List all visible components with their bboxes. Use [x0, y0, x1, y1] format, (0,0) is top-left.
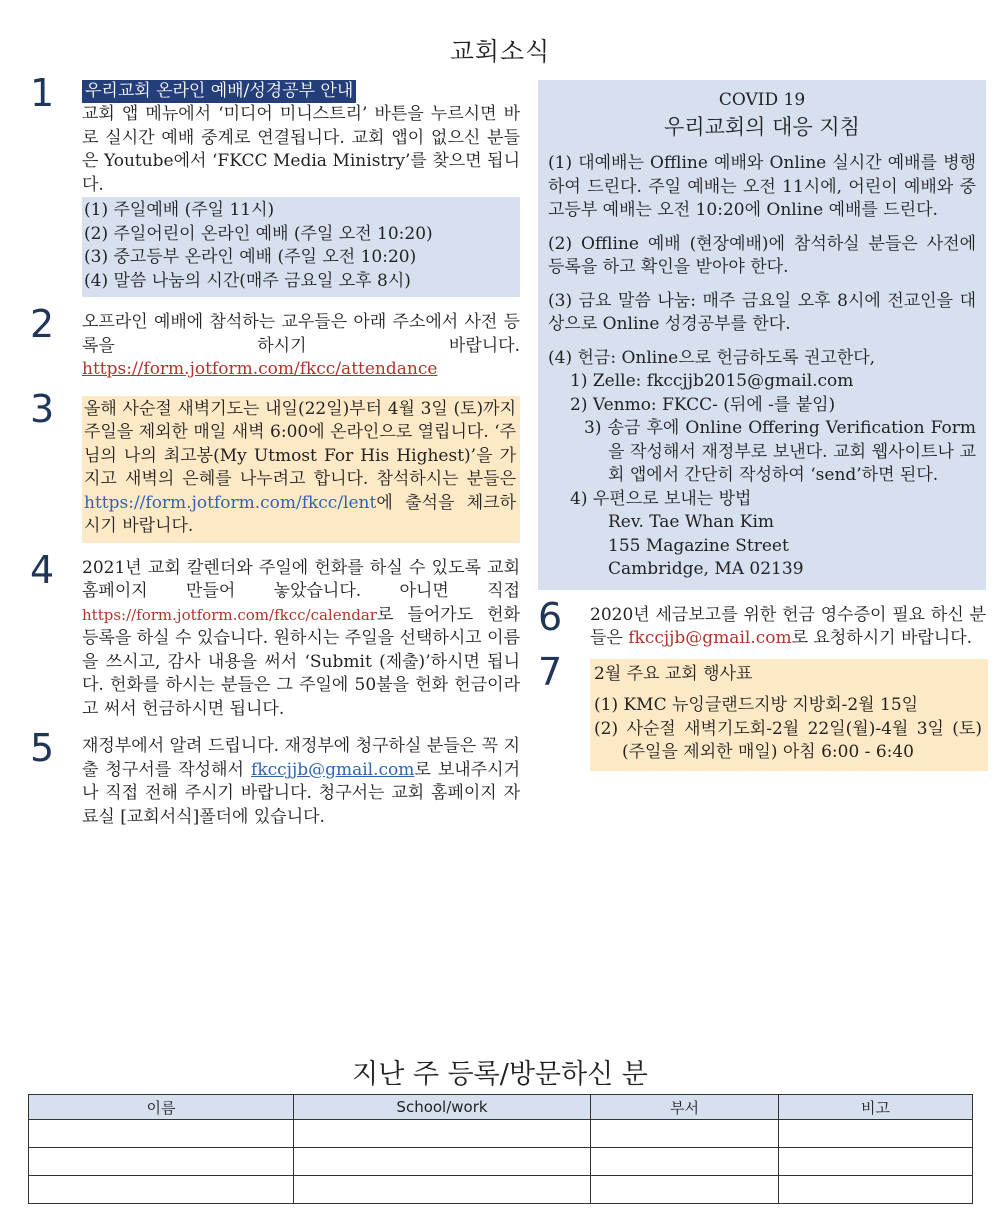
notice-number: 7 [538, 649, 563, 694]
lent-link[interactable]: https://form.jotform.com/fkcc/lent [84, 492, 377, 513]
notice-6-body [590, 604, 986, 651]
events-heading: 2월 주요 교회 행사표 [594, 663, 753, 684]
schedule-item: (2) 주일어린이 온라인 예배 (주일 오전 10:20) [84, 223, 433, 244]
notice-1 [30, 71, 520, 297]
notes-cell[interactable] [779, 1176, 973, 1204]
school-work-cell[interactable] [294, 1176, 591, 1204]
header-notes: 비고 [779, 1095, 973, 1120]
notice-number: 6 [538, 594, 563, 639]
notice-3-text-end: 에 출석을 체크하시기 바랍니다. [84, 492, 516, 536]
header-school-work: School/work [294, 1095, 591, 1120]
covid-subtitle: 우리교회의 대응 지침 [664, 115, 860, 139]
covid-title: COVID 19 [718, 90, 806, 110]
notice-3-body [82, 396, 520, 543]
address-line: 155 Magazine Street [608, 535, 789, 556]
school-work-cell[interactable] [294, 1148, 591, 1176]
notice-6-text: 2020년 세금보고를 위한 헌금 영수증이 필요 하신 분들은 [590, 604, 986, 648]
department-cell[interactable] [591, 1148, 779, 1176]
name-cell[interactable] [29, 1148, 294, 1176]
header-department: 부서 [591, 1095, 779, 1120]
notice-1-body: 교회 앱 메뉴에서 ‘미디어 미니스트리’ 바튼을 누르시면 바로 실시간 예배 중계로 연결됩니다. 교회 앱이 없으신 분들은 Youtube에서 ‘FKCC Media Ministry’를 찾으면 됩니다. [82, 104, 520, 195]
name-cell[interactable] [29, 1120, 294, 1148]
covid-rule-1: (1) 대예배는 Offline 예배와 Online 실시간 예배를 병행하여 드린다. 주일 예배는 오전 11시에, 어린이 예배와 중고등부 예배는 오전 10:20에 Online 예배를 드린다. [548, 153, 976, 220]
table-header-row [29, 1095, 973, 1120]
notice-6 [538, 594, 986, 651]
notice-2-text: 오프라인 예배에 참석하는 교우들은 아래 주소에서 사전 등록을 하시기 바랍니다. [82, 312, 520, 356]
event-item: (1) KMC 뉴잉글랜드지방 지방회-2월 15일 [594, 695, 919, 715]
notice-number: 5 [30, 726, 55, 770]
table-row [29, 1176, 973, 1204]
department-cell[interactable] [591, 1120, 779, 1148]
notice-4-body [82, 557, 520, 722]
notice-number: 3 [30, 386, 55, 431]
notice-5-body [82, 735, 520, 829]
table-row [29, 1120, 973, 1148]
name-cell[interactable] [29, 1176, 294, 1204]
notice-4-text-end: 로 들어가도 헌화 등록을 하실 수 있습니다. 원하시는 주일을 선택하시고 이름을 쓰시고, 감사 내용을 써서 ‘Submit (제출)’하시면 됩니다. 헌화를 하시는 분들은 그 주일에 50불을 헌화 헌금이라고 써서 헌금하시면 됩니다. [82, 604, 520, 719]
notice-number: 1 [30, 71, 55, 115]
notice-3 [30, 386, 520, 543]
notice-6-text-end: 로 요청하시기 바랍니다. [791, 628, 973, 648]
notice-1-heading: 우리교회 온라인 예배/성경공부 안내 [82, 80, 356, 103]
notes-cell[interactable] [779, 1148, 973, 1176]
department-cell[interactable] [591, 1176, 779, 1204]
event-item: (2) 사순절 새벽기도회-2월 22일(월)-4월 3일 (토) (주일을 제외한 매일) 아침 6:00 - 6:40 [594, 718, 982, 762]
school-work-cell[interactable] [294, 1120, 591, 1148]
offering-zelle: 1) Zelle: fkccjjb2015@gmail.com [570, 371, 854, 391]
notice-number: 2 [30, 302, 55, 346]
notice-4-text: 2021년 교회 칼렌더와 주일에 헌화를 하실 수 있도록 교회 홈페이지 만들어 놓았습니다. 아니면 직접 [82, 557, 520, 601]
finance-email-link[interactable]: fkccjjb@gmail.com [251, 759, 415, 780]
notice-7 [538, 649, 986, 771]
schedule-item: (3) 중고등부 온라인 예배 (주일 오전 10:20) [84, 247, 417, 267]
covid-rule-4: (4) 헌금: Online으로 헌금하도록 권고한다, [548, 347, 876, 368]
attendance-link[interactable]: https://form.jotform.com/fkcc/attendance [82, 359, 438, 379]
visitors-table [28, 1094, 973, 1204]
offering-verification: 3) 송금 후에 Online Offering Verification Form을 작성해서 재정부로 보낸다. 교회 웹사이트나 교회 앱에서 간단히 작성하여 ‘send’하면 된다. [584, 418, 976, 485]
covid-rule-2: (2) Offline 예배 (현장예배)에 참석하실 분들은 사전에 등록을 하고 확인을 받아야 한다. [548, 233, 976, 277]
receipt-email-link[interactable]: fkccjjb@gmail.com [628, 628, 792, 648]
notice-2 [30, 302, 520, 382]
header-name: 이름 [29, 1095, 294, 1120]
notes-cell[interactable] [779, 1120, 973, 1148]
offering-mail: 4) 우편으로 보내는 방법 [570, 488, 752, 509]
right-column [538, 80, 986, 771]
calendar-link[interactable]: https://form.jotform.com/fkcc/calendar [82, 605, 377, 624]
notice-5-text: 재정부에서 알려 드립니다. 재정부에 청구하실 분들은 꼭 지출 청구서를 작성해서 [82, 736, 520, 780]
schedule-item: (4) 말씀 나눔의 시간(매주 금요일 오후 8시) [84, 270, 411, 291]
left-column [30, 71, 520, 843]
notice-3-text: 올해 사순절 새벽기도는 내일(22일)부터 4월 3일 (토)까지 주일을 제외한 매일 새벽 6:00에 온라인으로 열립니다. ‘주님의 나의 최고봉(My Utmost For His Highest)’을 가지고 새벽의 은혜를 나누려고 합니다. 참석하시는 분들은 [84, 398, 516, 489]
covid-box [538, 80, 986, 590]
notice-4 [30, 547, 520, 722]
notice-2-body [82, 311, 520, 382]
address-line: Rev. Tae Whan Kim [608, 512, 775, 532]
visitors-title: 지난 주 등록/방문하신 분 [352, 1059, 648, 1090]
notice-5-text-end: 로 보내주시거나 직접 전해 주시기 바랍니다. 청구서는 교회 홈페이지 자료실 [교회서식]폴더에 있습니다. [82, 759, 520, 827]
schedule-item: (1) 주일예배 (주일 11시) [84, 200, 275, 220]
notice-number: 4 [30, 547, 55, 592]
page-title: 교회소식 [449, 37, 551, 66]
table-row [29, 1148, 973, 1176]
events-box [590, 659, 988, 771]
address-line: Cambridge, MA 02139 [608, 559, 804, 579]
notice-5 [30, 726, 520, 829]
offering-venmo: 2) Venmo: FKCC- (뒤에 -를 붙임) [570, 394, 836, 415]
covid-rule-3: (3) 금요 말씀 나눔: 매주 금요일 오후 8시에 전교인을 대상으로 Online 성경공부를 한다. [548, 290, 976, 334]
schedule-list [82, 197, 520, 297]
